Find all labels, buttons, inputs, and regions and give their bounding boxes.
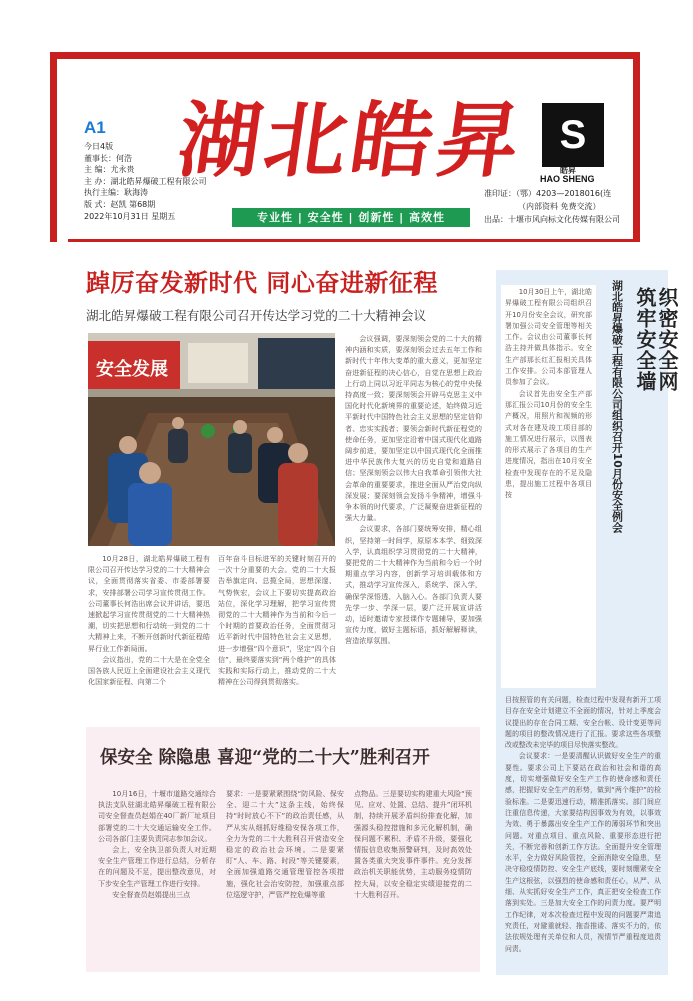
article-1-headline: 踔厉奋发新时代 同心奋进新征程 [86,268,438,297]
company-logo [542,103,604,167]
article-1-column-2 [218,553,336,687]
photo-banner-text: 安全发展 [96,359,168,380]
paragraph: 目按照管的有关问题，检查过程中发现有新开工项目存在安全计划建立不全面的情况，针对上季度会议提出的存在合同工期、安全台帐、设计变更等问题的项目的整改情况进行了汇报。要求这些各项整改或整改未完毕的项目尽快落实整改。 [505,696,661,750]
sidebar-column-upper [505,287,592,502]
pubinfo-line: 出品：十堰市风向标文化传媒有限公司 [484,214,620,224]
sidebar-headline [634,287,678,392]
paragraph: 10月30日上午，湖北皓昇爆破工程有限公司组织召开10月份安全会议，研究部署加强公司安全管理等相关工作。会议由公司董事长何浩主持并做具体指示。安全生产部那长红汇报相关具体工作安排。公司本部管理人员参加了会议。 [505,288,592,387]
pubinfo-line: 准印证：（鄂）4203—2018016(连 [484,189,612,198]
paragraph: 会议强调，要深刻领会党的二十大的精神内涵和实质，要深刻领会过去五年工作和新时代十年伟大变革的重大意义，更加坚定奋进新征程的决心信心，自觉在思想上政治上行动上同以习近平同志为核心的党中央保持高度一致；要深刻领会开辟马克思主义中国化时代化新境界的重要论述，始终做习近平新时代中国特色社会主义思想的坚定信仰者、忠实实践者；要领会新时代新征程党的使命任务，更加坚定沿着中国式现代化道路阔步前进，要加坚定以中国式现代化全面推进中华民族伟大复兴的历史自觉和道路自信；坚深刻领会以伟大自我革命引领伟大社会革命的重要要求，推进全面从严治党向纵深发展；要深刻领会发扬斗争精神，增强斗争本领的时代要求，广泛凝聚奋进新征程的强大力量。 [345,334,482,523]
publication-info [484,188,620,226]
imprint-line: 执行主编：耿海涛 [84,188,148,198]
sidebar-headline-line: 筑牢安全墙 [633,287,657,392]
paragraph: 安全督查员赵娟提出三点 [112,889,191,899]
paragraph: 10月28日，湖北皓昇爆破工程有限公司召开传达学习党的二十大精神会议，全面贯彻落实省委、市委部署要求，安排部署公司学习宣传贯彻工作。公司董事长何浩出席会议并讲话，要迅速掀起学习宣传贯彻党的二十大精神热潮，切实把思想和行动统一到党的二十大精神上来，不断开创新时代新征程皓昇行业工作新局面。 [88,554,210,653]
article-2-column-2 [226,788,344,900]
imprint-line: 主 编：尤永贵 [84,165,135,175]
imprint-line: 今日4版 [84,142,114,151]
article-1-column-3 [345,333,482,647]
newspaper-title: 湖北皓昇 [172,93,530,189]
paragraph: 会议指出，党的二十大是在全党全国各族人民迈上全面建设社会主义现代化国家新征程、向第二个 [88,654,210,687]
imprint-line: 版 式：赵凯 第68期 [84,199,156,209]
slogan-bar: 专业性 | 安全性 | 创新性 | 高效性 [232,208,470,227]
imprint-line: 董事长：何浩 [84,153,132,163]
article-2-column-3 [354,788,472,900]
pubinfo-line: （内部资料 免费交流） [518,201,601,211]
meeting-photo-illustration [88,333,335,546]
sidebar-subheadline: 湖北皓昇爆破工程有限公司组织召开10月份安全例会 [611,280,624,533]
imprint-line: 2022年10月31日 星期五 [84,211,176,221]
logo-chinese-name: 皓昇 [560,166,576,175]
imprint-line: 主 办：湖北皓昇爆破工程有限公司 [84,176,207,186]
logo-mark: S [559,112,587,157]
paragraph: 会议要求：一是要清醒认识做好安全生产的重要性。要求公司上下要站在政治和社会和谐的高度，切实增强做好安全生产工作的使命感和责任感，把握好安全生产的形势，做到“两个维护”的检验标准。二是要迅速行动，精准抓落实。部门间应注重信息传递，大家要结构因事效为有效，以事效为效、勇于暴露出安全生产工作的薄弱环节和突出问题。对重点项目、重点风险、重要形态进行把关，不断完善和创新工作方法。全面提升安全管理水平，全力做好风险管控，全面消除安全隐患，坚决守稳疫情防控、安全生产底线，要时刻绷紧安全生产这根弦，以强烈的使命感和责任心，从严、从细、从实抓好安全生产工作，真正把安全检查工作落到实处。三是加大安全工作的问责力度。要严明工作纪律，对本次检查过程中发现的问题要严肃追究责任，对避重就轻、拖沓推诿、落实不力的，依法依规处理有关单位和人员，视情节严重程度追责问责。 [505,752,661,953]
logo-english-name: HAO SHENG [540,174,595,184]
article-1-subheadline: 湖北皓昇爆破工程有限公司召开传达学习党的二十大精神会议 [86,308,427,323]
paragraph: 会议首先由安全生产部那汇报公司10月份的安全生产概况，用照片和视频的形式对各在建及竣工项目部的施工情况进行展示，以图表的形式展示了各项目的生产进度情况，指出在10月安全检查中发现存在的不足及隐患，提出施工过程中各项目按 [505,389,592,500]
paragraph: 会议要求，各部门要统筹安排，精心组织，坚持第一时间学，原原本本学、细致深入学，认真组织学习贯彻党的二十大精神，要把党的二十大精神作为当前和今后一个时期重点学习内容，创新学习培训载体和方式，推动学习宣传深入，系统学、深入学，确保学深悟透、入脑入心。各部门负责人要先学一步、学深一层，要广泛开展宣讲活动，适时邀请专家授课作专题辅导，要加强宣传力度，做好主题标语，抓好解解释读，营造浓厚氛围。 [345,524,482,646]
paragraph: 百年奋斗目标进军的关键时刻召开的一次十分重要的大会。党的二十大报告举旗定向、总揽全局，思想深邃、气势恢宏，会议上下要切实提高政治站位，深化学习理解，把学习宣传贯彻党的二十大精神作为当前和今后一个时期的首要政治任务，全面贯彻习近平新时代中国特色社会主义思想，进一步增强“四个意识”，坚定“四个自信”，最终要落实到“两个维护”的具体实践和实际行动上，推动党的二十大精神在公司得到贯彻落实。 [218,554,336,687]
paragraph: 10月16日，十堰市道路交通综合执法支队驻湖北皓昇爆破工程有限公司安全督查员赵娟在40厂新厂址项目部署党的二十大交通运输安全工作。公司各部门主要负责同志参加会议。 [98,789,216,843]
article-2-column-1 [98,788,216,900]
page-number: A1 [84,118,106,137]
sidebar-column-lower [505,695,661,970]
paragraph: 会上，安全执卫部负责人对近期安全生产管理工作进行总结，分析存在的问题及不足，提出整改意见，对下步安全生产管理工作进行安排。 [98,845,216,888]
sidebar-headline-line: 织密安全网 [655,287,679,392]
paragraph: 点物品。三是要切实构建重大风险“预见、应对、处置、总结、提升”闭环机制，持续开展矛盾纠纷排查化解，加强源头稳控措施和多元化解机制，确保问题不累积、矛盾不升级，要强化情报信息收集预警研判，及时高效处置各类重大突发事件事件。充分发挥政治机关职能优势，主动服务疫情防控大局，以安全稳定实绩迎接党的二十大胜利召开。 [354,789,472,899]
meeting-photo [88,333,335,546]
masthead-rule [68,239,640,242]
paragraph: 要求：一是要紧紧围绕“防风险、保安全、迎二十大”这条主线，始终保持“时时放心不下”的政治责任感，从严从实从细抓好维稳安保各项工作，全力为党的二十大胜利召开营造安全稳定的政治社会环境。二是要紧盯“人、车、路、时段”等关键要素，全面加强道路交通管理管控各项措施，强化社会治安防控，加强重点部位巡逻守护，严管严控危爆等重 [226,789,344,899]
article-1-column-1 [88,553,210,687]
article-2-headline: 保安全 除隐患 喜迎“党的二十大”胜利召开 [100,748,430,768]
